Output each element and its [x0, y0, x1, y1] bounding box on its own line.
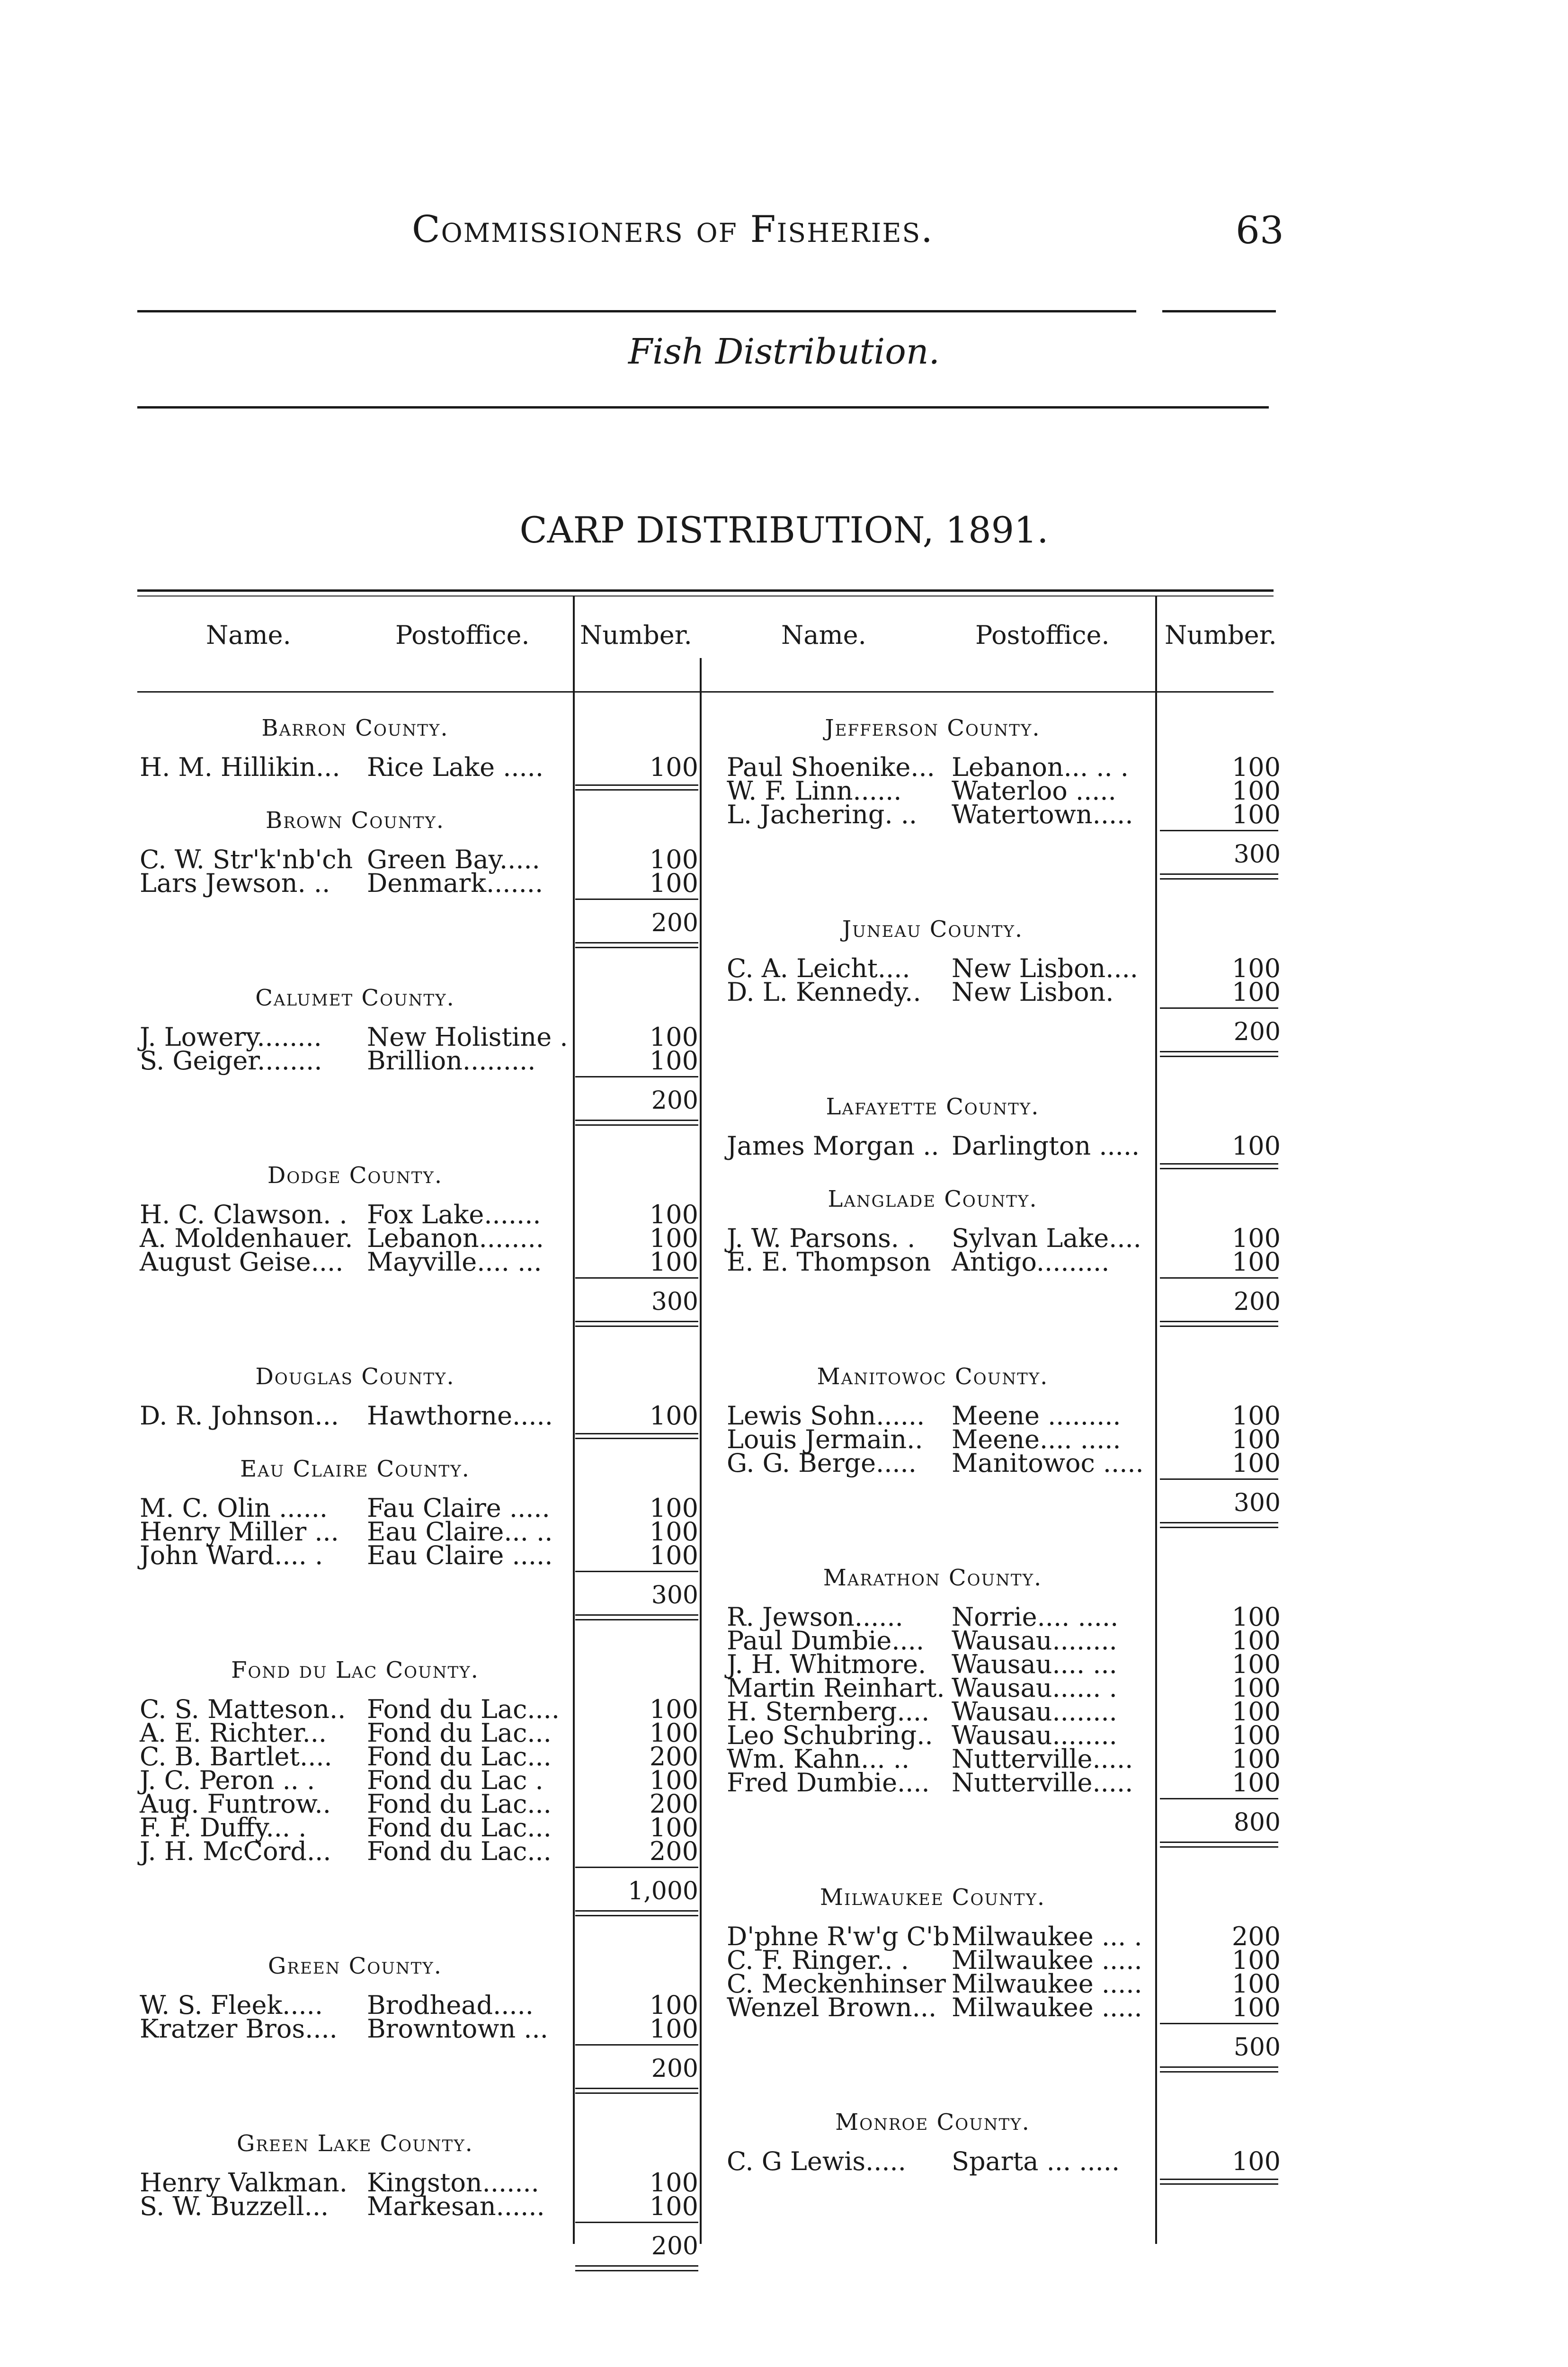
postoffice: Denmark....... [367, 868, 543, 898]
header-rule-right [1162, 310, 1276, 312]
number: 100 [1231, 1697, 1281, 1726]
number: 100 [1231, 1720, 1281, 1750]
recipient-name: W. S. Fleek..... [140, 1990, 323, 2020]
right-subtotal-rule [1160, 1277, 1278, 1279]
right-double-rule [1160, 2066, 1278, 2068]
number: 100 [1231, 1223, 1281, 1253]
number: 100 [649, 1765, 698, 1795]
col-name-left: Name. [206, 620, 291, 650]
number: 200 [1231, 1922, 1281, 1951]
right-subtotal: 200 [1233, 1288, 1281, 1316]
postoffice: Kingston....... [367, 2168, 539, 2198]
right-subtotal-rule [1160, 1007, 1278, 1009]
number: 100 [1231, 1401, 1281, 1431]
number: 100 [1231, 1969, 1281, 1999]
recipient-name: Lewis Sohn...... [727, 1401, 925, 1431]
right-subtotal-rule [1160, 2023, 1278, 2024]
postoffice: Fond du Lac... [367, 1836, 552, 1866]
number: 100 [1231, 977, 1281, 1007]
left-table-row [0, 1836, 1568, 1866]
right-double-rule [1160, 1163, 1278, 1165]
recipient-name: F. F. Duffy... . [140, 1813, 307, 1842]
number: 200 [649, 1836, 698, 1866]
number: 100 [649, 752, 698, 782]
table-top-rule [137, 589, 1274, 592]
recipient-name: Paul Dumbie.... [727, 1626, 925, 1655]
recipient-name: H. Sternberg.... [727, 1697, 930, 1726]
right-county-heading: Monroe County. [835, 2109, 1030, 2136]
postoffice: Lebanon... .. . [952, 752, 1129, 782]
right-table-row [0, 2146, 1568, 2176]
right-subtotal-rule [1160, 830, 1278, 831]
recipient-name: C. W. Str'k'nb'ch [140, 845, 353, 874]
recipient-name: Louis Jermain.. [727, 1424, 923, 1454]
postoffice: Wausau.... ... [952, 1649, 1117, 1679]
right-table-row [0, 1990, 1568, 2022]
left-subtotal-rule [575, 2222, 698, 2223]
recipient-name: J. H. Whitmore. [727, 1649, 927, 1679]
page-number: 63 [1236, 208, 1284, 252]
postoffice: Green Bay..... [367, 845, 540, 874]
recipient-name: Kratzer Bros.... [140, 2014, 338, 2044]
right-double-rule [1160, 1321, 1278, 1322]
number: 100 [1231, 1649, 1281, 1679]
right-double-rule [1160, 1326, 1278, 1327]
postoffice: Fond du Lac... [367, 1718, 552, 1748]
right-double-rule [1160, 2179, 1278, 2180]
right-county-heading: Milwaukee County. [820, 1884, 1046, 1911]
left-double-rule [575, 1326, 698, 1327]
postoffice: Hawthorne..... [367, 1401, 553, 1431]
postoffice: Nutterville..... [952, 1768, 1133, 1797]
number: 100 [1231, 1993, 1281, 2022]
postoffice: Meene ......... [952, 1401, 1121, 1431]
number: 100 [649, 1718, 698, 1748]
table-title: CARP DISTRIBUTION, 1891. [519, 509, 1049, 551]
number: 100 [649, 1813, 698, 1842]
left-county-heading: Barron County. [261, 715, 449, 741]
recipient-name: Martin Reinhart. [727, 1673, 945, 1703]
number: 100 [649, 1990, 698, 2020]
recipient-name: E. E. Thompson [727, 1247, 931, 1277]
number: 100 [1231, 1602, 1281, 1632]
right-double-rule [1160, 1051, 1278, 1052]
right-county-heading: Marathon County. [823, 1565, 1042, 1591]
recipient-name: Wenzel Brown... [727, 1993, 937, 2022]
right-subtotal-rule [1160, 1478, 1278, 1480]
left-double-rule [575, 2270, 698, 2271]
recipient-name: L. Jachering. .. [727, 800, 918, 829]
postoffice: Milwaukee ..... [952, 1945, 1142, 1975]
recipient-name: C. S. Matteson.. [140, 1694, 346, 1724]
right-double-rule [1160, 1846, 1278, 1848]
recipient-name: R. Jewson...... [727, 1602, 903, 1632]
number: 100 [649, 1540, 698, 1570]
right-double-rule [1160, 1522, 1278, 1523]
number: 100 [649, 2014, 698, 2044]
recipient-name: Henry Valkman. [140, 2168, 347, 2198]
right-table-row [0, 1247, 1568, 1277]
number: 100 [649, 1046, 698, 1076]
recipient-name: Lars Jewson. .. [140, 868, 330, 898]
recipient-name: H. M. Hillikin... [140, 752, 340, 782]
postoffice: Milwaukee ..... [952, 1993, 1142, 2022]
recipient-name: S. W. Buzzell... [140, 2191, 329, 2221]
recipient-name: C. F. Ringer.. . [727, 1945, 909, 1975]
recipient-name: D. L. Kennedy.. [727, 977, 921, 1007]
left-subtotal: 200 [651, 909, 698, 937]
number: 100 [1231, 1424, 1281, 1454]
number: 100 [649, 1223, 698, 1253]
right-county-heading: Langlade County. [828, 1186, 1038, 1212]
running-head: Commissioners of Fisheries. [412, 208, 934, 251]
recipient-name: D. R. Johnson... [140, 1401, 339, 1431]
left-subtotal: 300 [651, 1288, 698, 1316]
recipient-name: H. C. Clawson. . [140, 1200, 347, 1229]
left-table-row [0, 1046, 1568, 1076]
number: 100 [649, 1694, 698, 1724]
postoffice: Waterloo ..... [952, 776, 1116, 806]
number: 100 [1231, 1945, 1281, 1975]
left-double-rule [575, 947, 698, 948]
left-county-heading: Dodge County. [267, 1162, 443, 1189]
right-double-rule [1160, 2071, 1278, 2073]
number: 100 [1231, 776, 1281, 806]
postoffice: Fond du Lac.... [367, 1694, 560, 1724]
recipient-name: A. Moldenhauer. [140, 1223, 353, 1253]
col-postoffice-left: Postoffice. [395, 620, 530, 650]
section-subtitle: Fish Distribution. [628, 331, 940, 372]
postoffice: Norrie.... ..... [952, 1602, 1119, 1632]
left-county-heading: Eau Claire County. [240, 1456, 470, 1482]
postoffice: Brodhead..... [367, 1990, 534, 2020]
postoffice: Meene.... ..... [952, 1424, 1121, 1454]
recipient-name: J. Lowery........ [140, 1022, 322, 1052]
subtitle-rule [137, 406, 1269, 409]
number: 100 [1231, 1768, 1281, 1797]
left-double-rule [575, 1124, 698, 1126]
left-subtotal: 300 [651, 1581, 698, 1610]
right-table-row [0, 1131, 1568, 1161]
right-subtotal: 500 [1233, 2033, 1281, 2062]
right-subtotal: 300 [1233, 1489, 1281, 1517]
left-subtotal-rule [575, 1277, 698, 1279]
postoffice: Browntown ... [367, 2014, 548, 2044]
left-double-rule [575, 2092, 698, 2094]
left-county-heading: Calumet County. [255, 985, 455, 1011]
number: 100 [649, 1493, 698, 1523]
number: 100 [649, 1517, 698, 1547]
number: 100 [1231, 1247, 1281, 1277]
right-county-heading: Manitowoc County. [817, 1363, 1049, 1390]
left-county-heading: Fond du Lac County. [231, 1657, 479, 1683]
col-postoffice-right: Postoffice. [975, 620, 1110, 650]
number: 200 [649, 1789, 698, 1819]
left-subtotal-rule [575, 1571, 698, 1572]
number: 100 [649, 2168, 698, 2198]
recipient-name: G. G. Berge..... [727, 1448, 917, 1478]
postoffice: Watertown..... [952, 800, 1133, 829]
postoffice: Lebanon........ [367, 1223, 544, 1253]
left-subtotal-rule [575, 2044, 698, 2046]
left-subtotal: 200 [651, 1086, 698, 1115]
right-double-rule [1160, 1842, 1278, 1843]
recipient-name: John Ward.... . [140, 1540, 323, 1570]
recipient-name: James Morgan .. [727, 1131, 939, 1161]
number: 100 [649, 1200, 698, 1229]
right-double-rule [1160, 1056, 1278, 1057]
number: 100 [1231, 1744, 1281, 1774]
col-name-right: Name. [781, 620, 866, 650]
right-subtotal: 800 [1233, 1808, 1281, 1837]
number: 100 [1231, 1673, 1281, 1703]
postoffice: Eau Claire... .. [367, 1517, 553, 1547]
number: 100 [649, 845, 698, 874]
right-double-rule [1160, 2183, 1278, 2185]
number: 100 [649, 2191, 698, 2221]
left-subtotal: 1,000 [628, 1877, 698, 1905]
right-double-rule [1160, 878, 1278, 880]
postoffice: Milwaukee ..... [952, 1969, 1142, 1999]
left-table-row [0, 868, 1568, 898]
left-double-rule [575, 1910, 698, 1912]
left-double-rule [575, 1321, 698, 1322]
right-county-heading: Lafayette County. [826, 1094, 1040, 1120]
postoffice: Wausau...... . [952, 1673, 1117, 1703]
recipient-name: August Geise.... [140, 1247, 344, 1277]
left-subtotal-rule [575, 899, 698, 900]
postoffice: Markesan...... [367, 2191, 545, 2221]
recipient-name: J. H. McCord... [140, 1836, 331, 1866]
left-double-rule [575, 2265, 698, 2267]
postoffice: Sparta ... ..... [952, 2146, 1120, 2176]
right-county-heading: Juneau County. [842, 916, 1024, 943]
postoffice: Fond du Lac... [367, 1789, 552, 1819]
recipient-name: C. Meckenhinser [727, 1969, 946, 1999]
postoffice: Mayville.... ... [367, 1247, 542, 1277]
left-subtotal: 200 [651, 2232, 698, 2260]
postoffice: Darlington ..... [952, 1131, 1140, 1161]
recipient-name: D'phne R'w'g C'b [727, 1922, 950, 1951]
header-rule-left [137, 310, 1136, 312]
colhead-rule [137, 691, 1274, 693]
recipient-name: J. C. Peron .. . [140, 1765, 315, 1795]
number: 100 [1231, 1626, 1281, 1655]
recipient-name: Leo Schubring.. [727, 1720, 933, 1750]
number: 100 [1231, 2146, 1281, 2176]
left-county-heading: Green County. [268, 1953, 442, 1979]
recipient-name: C. A. Leicht.... [727, 953, 910, 983]
right-table-row [0, 1768, 1568, 1797]
recipient-name: W. F. Linn...... [727, 776, 902, 806]
number: 100 [1231, 752, 1281, 782]
postoffice: Sylvan Lake.... [952, 1223, 1141, 1253]
postoffice: Rice Lake ..... [367, 752, 544, 782]
right-subtotal-rule [1160, 1798, 1278, 1799]
left-double-rule [575, 1915, 698, 1916]
left-subtotal-rule [575, 1867, 698, 1868]
left-double-rule [575, 1120, 698, 1121]
postoffice: Wausau........ [952, 1697, 1117, 1726]
right-subtotal: 200 [1233, 1018, 1281, 1046]
number: 100 [649, 1247, 698, 1277]
left-county-heading: Douglas County. [255, 1363, 455, 1390]
recipient-name: Wm. Kahn... .. [727, 1744, 910, 1774]
right-table-row [0, 977, 1568, 1007]
number: 100 [649, 1401, 698, 1431]
recipient-name: Aug. Funtrow.. [140, 1789, 331, 1819]
postoffice: Eau Claire ..... [367, 1540, 553, 1570]
number: 100 [1231, 1131, 1281, 1161]
recipient-name: J. W. Parsons. . [727, 1223, 916, 1253]
postoffice: New Lisbon.... [952, 953, 1138, 983]
left-double-rule [575, 942, 698, 943]
right-table-row [0, 1448, 1568, 1478]
postoffice: Manitowoc ..... [952, 1448, 1144, 1478]
recipient-name: C. B. Bartlet.... [140, 1742, 332, 1771]
number: 100 [1231, 1448, 1281, 1478]
recipient-name: C. G Lewis..... [727, 2146, 906, 2176]
recipient-name: S. Geiger........ [140, 1046, 322, 1076]
postoffice: Fox Lake....... [367, 1200, 541, 1229]
postoffice: New Holistine . [367, 1022, 568, 1052]
number: 100 [649, 868, 698, 898]
postoffice: Wausau........ [952, 1626, 1117, 1655]
number: 100 [1231, 953, 1281, 983]
postoffice: Fond du Lac... [367, 1742, 552, 1771]
right-subtotal: 300 [1233, 840, 1281, 869]
recipient-name: Fred Dumbie.... [727, 1768, 930, 1797]
right-table-row [0, 802, 1568, 827]
postoffice: Fau Claire ..... [367, 1493, 550, 1523]
left-subtotal: 200 [651, 2055, 698, 2083]
right-double-rule [1160, 873, 1278, 875]
left-county-heading: Brown County. [265, 807, 445, 834]
recipient-name: Henry Miller ... [140, 1517, 339, 1547]
postoffice: New Lisbon. [952, 977, 1114, 1007]
left-double-rule [575, 2088, 698, 2089]
left-county-heading: Green Lake County. [237, 2130, 473, 2157]
left-table-row [0, 2191, 1568, 2221]
postoffice: Antigo......... [952, 1247, 1110, 1277]
col-number-right: Number. [1165, 620, 1277, 650]
recipient-name: A. E. Richter... [140, 1718, 327, 1748]
right-county-heading: Jefferson County. [825, 715, 1041, 741]
postoffice: Nutterville..... [952, 1744, 1133, 1774]
right-double-rule [1160, 1168, 1278, 1169]
number: 100 [1231, 800, 1281, 829]
left-subtotal-rule [575, 1076, 698, 1077]
postoffice: Milwaukee ... . [952, 1922, 1142, 1951]
number: 100 [649, 1022, 698, 1052]
recipient-name: Paul Shoenike... [727, 752, 935, 782]
postoffice: Fond du Lac . [367, 1765, 543, 1795]
recipient-name: M. C. Olin ...... [140, 1493, 328, 1523]
postoffice: Wausau........ [952, 1720, 1117, 1750]
right-double-rule [1160, 1527, 1278, 1528]
number: 200 [649, 1742, 698, 1771]
col-number-left: Number. [580, 620, 692, 650]
postoffice: Brillion......... [367, 1046, 536, 1076]
postoffice: Fond du Lac... [367, 1813, 552, 1842]
